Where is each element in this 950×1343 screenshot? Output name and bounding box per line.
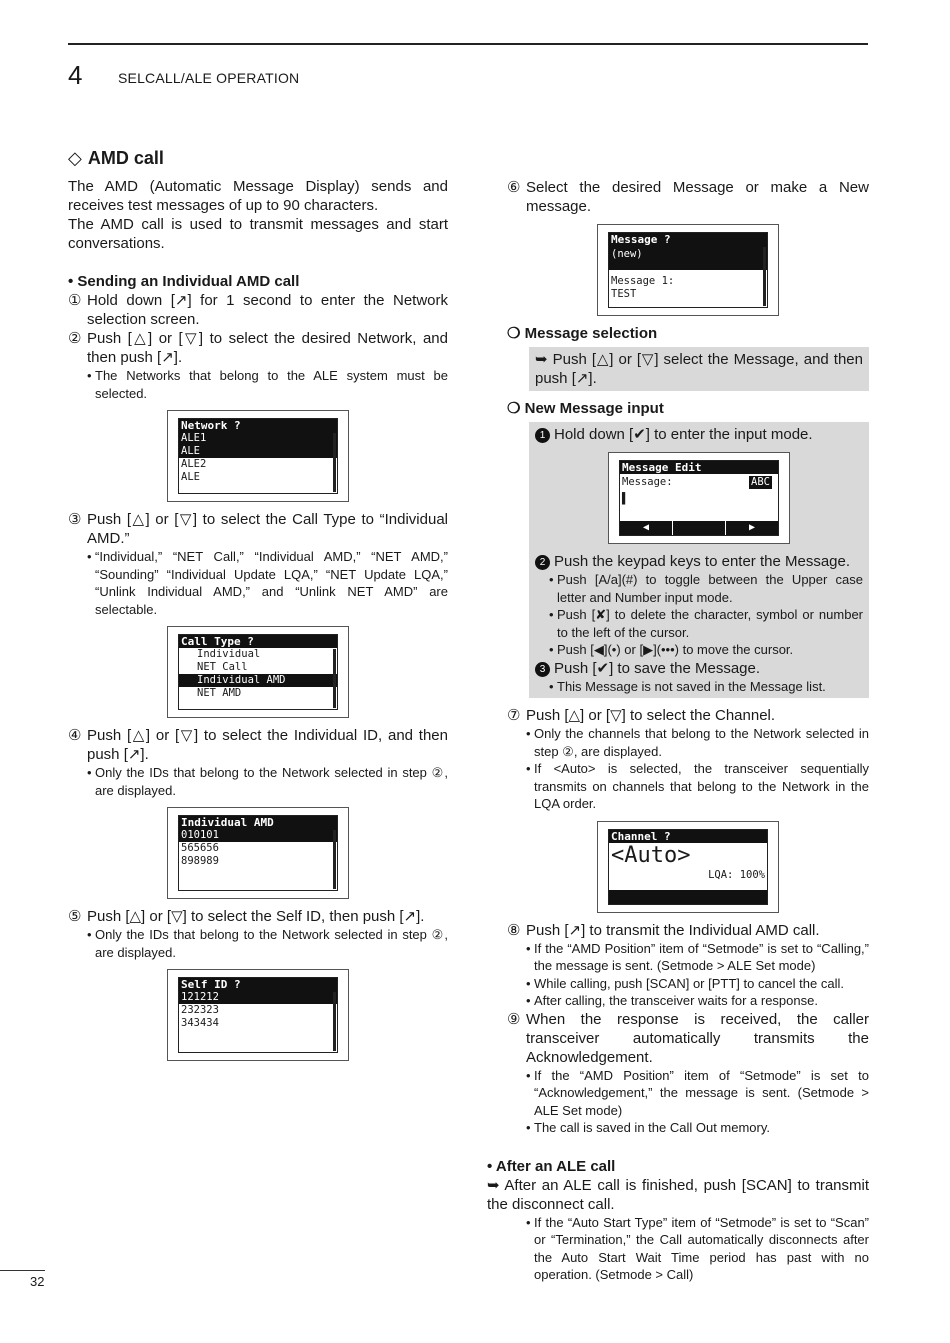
new-step-2-note-3: • Push [◀](•) or [▶](•••) to move the cursor. — [549, 642, 794, 657]
step-7-note-1: • Only the channels that belong to the Network selected in step ②, are displayed. — [526, 726, 869, 759]
section-heading: ◇ AMD call — [68, 148, 164, 168]
after-ale-text: ➥ After an ALE call is finished, push [SCAN] to transmit the disconnect call. — [487, 1176, 869, 1213]
after-ale-note: • If the “Auto Start Type” item of “Setmode” is set to “Scan” or “Termination,” the Call automatically disconnects after the Auto Start Wait Time period has past with no operation. (Setmode > Call) — [526, 1214, 869, 1282]
step-9-note-1: • If the “AMD Position” item of “Setmode” is set to “Acknowledgement,” the message is sent. (Setmode > ALE Set mode) — [526, 1067, 869, 1118]
lcd-self-id: Self ID ? 121212 232323 343434 — [167, 969, 349, 1061]
page-number: 32 — [30, 1274, 45, 1289]
lcd-call-type: Call Type ? Individual NET Call Individual AMD NET AMD — [167, 626, 349, 718]
step-7-note-2: • If <Auto> is selected, the transceiver sequentially transmits on channels that belong to the Network in the LQA order. — [526, 761, 869, 811]
message-selection-box: ➥ Push [△] or [▽] select the Message, and then push [↗]. — [529, 347, 869, 391]
lcd-message: Message ? (new) Message 1: TEST — [597, 224, 779, 316]
lcd-network: Network ? ALE1 ALE ALE2 ALE — [167, 410, 349, 502]
new-step-2: 2 Push the keypad keys to enter the Message. — [535, 552, 863, 571]
new-step-3: 3 Push [✔] to save the Message. — [535, 659, 863, 678]
step-8-note-3: • After calling, the transceiver waits for a response. — [526, 993, 818, 1008]
message-selection-heading: ❍ Message selection — [507, 325, 658, 342]
step-8-note-2: • While calling, push [SCAN] or [PTT] to cancel the call. — [526, 975, 844, 991]
sub-heading: • Sending an Individual AMD call — [68, 273, 300, 290]
new-step-1: 1 Hold down [✔] to enter the input mode. — [535, 425, 863, 444]
step-3-note: • “Individual,” “NET Call,” “Individual AMD,” “NET AMD,” “Sounding” “Individual Update LQA,” “NET Update LQA,” “Unlink Individual AMD,” and “Unlink NET AMD” are selectable. — [87, 549, 448, 617]
header-rule — [68, 43, 868, 45]
step-5-note: • Only the IDs that belong to the Network selected in step ②, are displayed. — [87, 927, 448, 960]
step-9: ⑨ When the response is received, the caller transceiver automatically transmits the Acknowledgement. — [507, 1010, 869, 1066]
step-3: ③ Push [△] or [▽] to select the Call Type to “Individual AMD.” — [68, 511, 448, 547]
new-message-box — [529, 422, 869, 698]
step-1: ① Hold down [↗] for 1 second to enter the Network selection screen. — [68, 292, 448, 328]
step-2-note: • The Networks that belong to the ALE system must be selected. — [87, 368, 448, 401]
step-6: ⑥ Select the desired Message or make a New message. — [507, 179, 869, 215]
lcd-message-edit: Message Edit Message: ABC ▌ ◀ ▶ — [608, 452, 790, 544]
intro-text-1: The AMD (Automatic Message Display) sends and receives test messages of up to 90 characters. — [68, 178, 448, 214]
new-step-2-note-1: • Push [A/a](#) to toggle between the Upper case letter and Number input mode. — [549, 572, 863, 605]
chapter-number: 4 — [68, 60, 83, 90]
step-9-note-2: • The call is saved in the Call Out memory. — [526, 1120, 771, 1135]
new-step-3-note: • This Message is not saved in the Message list. — [549, 678, 826, 694]
step-7: ⑦ Push [△] or [▽] to select the Channel. — [507, 707, 776, 724]
step-5: ⑤ Push [△] or [▽] to select the Self ID, then push [↗]. — [68, 908, 425, 925]
new-message-heading: ❍ New Message input — [507, 400, 664, 417]
after-ale-heading: • After an ALE call — [487, 1157, 616, 1175]
chapter-title: SELCALL/ALE OPERATION — [118, 70, 300, 86]
step-4: ④ Push [△] or [▽] to select the Individual ID, and then push [↗]. — [68, 727, 448, 763]
new-step-2-note-2: • Push [✘] to delete the character, symbol or number to the left of the cursor. — [549, 607, 863, 640]
diamond-icon: ◇ — [68, 148, 82, 168]
left-column — [68, 148, 448, 1069]
step-8: ⑧ Push [↗] to transmit the Individual AMD call. — [507, 921, 820, 939]
footer-rule — [0, 1270, 45, 1271]
step-8-note-1: • If the “AMD Position” item of “Setmode” is set to “Calling,” the message is sent. (Setmode > ALE Set mode) — [526, 940, 869, 973]
right-column — [487, 178, 869, 1284]
intro-text-2: The AMD call is used to transmit messages and start conversations. — [68, 216, 448, 252]
lcd-individual-amd: Individual AMD 010101 565656 898989 — [167, 807, 349, 899]
step-4-note: • Only the IDs that belong to the Network selected in step ②, are displayed. — [87, 765, 448, 798]
step-2: ② Push [△] or [▽] to select the desired Network, and then push [↗]. — [68, 330, 448, 366]
lcd-channel: Channel ? <Auto> LQA: 100% — [597, 821, 779, 913]
